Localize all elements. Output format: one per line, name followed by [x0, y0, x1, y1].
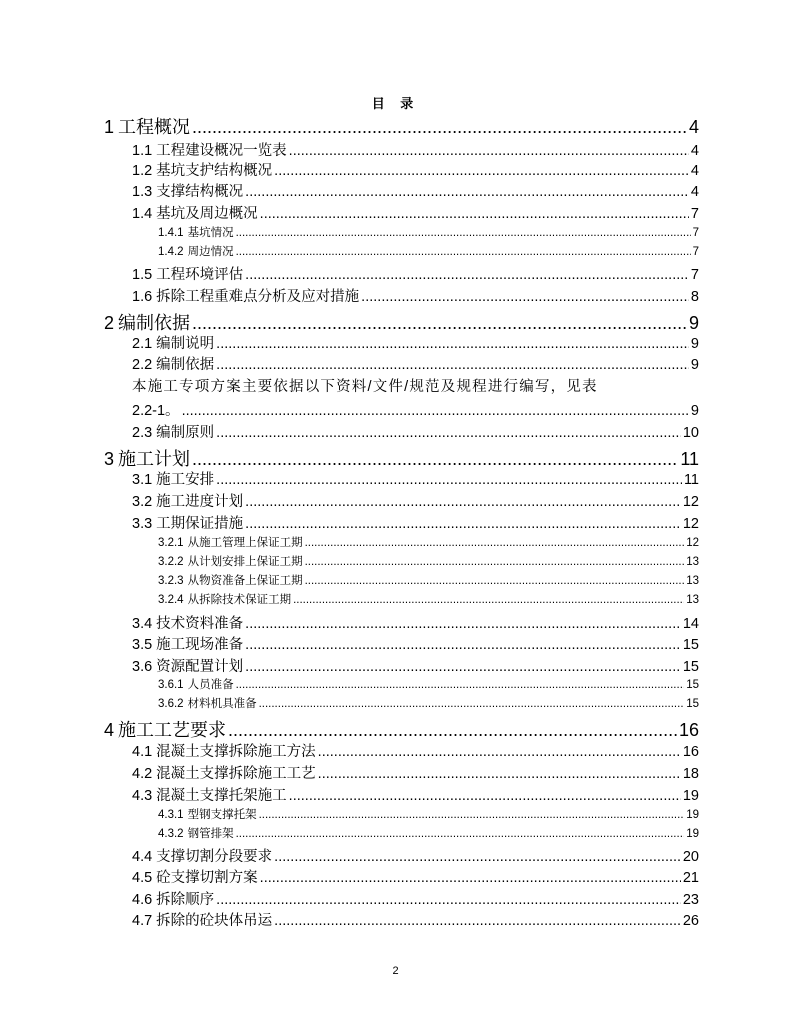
toc-entry[interactable]	[132, 202, 699, 223]
toc-entry-title: 钢管排架	[187, 828, 234, 840]
toc-leader-dots	[259, 698, 685, 710]
toc-leader-dots	[245, 516, 681, 532]
toc-entry-page: 13	[686, 556, 699, 568]
toc-entry-number: 3.2.4	[158, 594, 184, 606]
toc-entry[interactable]	[158, 243, 699, 259]
toc-entry[interactable]	[132, 633, 699, 654]
toc-title: 目 录	[371, 96, 420, 111]
toc-entry-page: 26	[682, 913, 699, 929]
toc-leader-dots	[245, 616, 681, 632]
toc-leader-dots	[305, 575, 685, 587]
toc-entry[interactable]	[132, 845, 699, 866]
toc-entry-number: 3.6	[132, 659, 153, 675]
toc-leader-dots	[318, 766, 681, 782]
toc-entry-title: 施工安排	[156, 472, 215, 488]
toc-entry-title: 工程建设概况一览表	[156, 143, 287, 159]
toc-entry-page: 7	[690, 267, 699, 283]
toc-leader-dots	[318, 744, 681, 760]
toc-entry-number: 1.2	[132, 163, 153, 179]
toc-entry-title: 施工现场准备	[156, 637, 244, 653]
toc-entry-title: 混凝土支撑拆除施工工艺	[156, 766, 316, 782]
toc-entry-number: 3.2.3	[158, 575, 184, 587]
toc-entry-page: 8	[690, 289, 699, 305]
toc-entry-title: 资源配置计划	[156, 659, 244, 675]
toc-entry-page: 12	[682, 516, 699, 532]
toc-leader-dots	[236, 679, 685, 691]
toc-entry-number: 4.3.1	[158, 809, 184, 821]
toc-entry-title: 拆除工程重难点分析及应对措施	[156, 289, 360, 305]
toc-entry-title: 工程概况	[118, 117, 191, 137]
toc-leader-dots	[245, 637, 681, 653]
toc-leader-dots	[289, 788, 681, 804]
toc-entry-title: 砼支撑切割方案	[156, 870, 258, 886]
toc-entry-title: 基坑情况	[187, 227, 234, 239]
toc-entry-number: 4.2	[132, 766, 153, 782]
toc-entry-page: 9	[688, 313, 699, 333]
toc-entry-page: 14	[682, 616, 699, 632]
toc-leader-dots	[260, 206, 689, 222]
toc-entry-title: 周边情况	[187, 246, 234, 258]
toc-entry[interactable]	[132, 353, 699, 374]
toc-entry[interactable]	[132, 740, 699, 761]
toc-entry-page: 7	[692, 227, 699, 239]
toc-entry-number: 4.5	[132, 870, 153, 886]
toc-entry-title: 2.2-1。	[132, 403, 180, 419]
toc-leader-dots	[245, 184, 689, 200]
toc-entry-title: 施工计划	[118, 449, 191, 469]
toc-entry-number: 1	[104, 117, 115, 137]
toc-entry[interactable]	[104, 113, 699, 139]
toc-entry-page: 12	[682, 494, 699, 510]
toc-leader-dots	[245, 267, 689, 283]
toc-entry-page: 11	[683, 472, 699, 488]
toc-entry-page: 11	[680, 449, 699, 469]
toc-leader-dots	[192, 117, 687, 138]
toc-entry[interactable]	[158, 553, 699, 569]
toc-entry[interactable]	[132, 490, 699, 511]
toc-entry-number: 3.6.1	[158, 679, 184, 691]
toc-entry[interactable]	[132, 263, 699, 284]
toc-entry-title: 材料机具准备	[187, 698, 257, 710]
toc-entry[interactable]	[132, 888, 699, 909]
toc-entry-page: 9	[690, 403, 699, 419]
toc-entry-title: 基坑支护结构概况	[156, 163, 273, 179]
toc-entry[interactable]	[132, 285, 699, 306]
toc-leader-dots	[236, 246, 691, 258]
toc-entry-number: 1.6	[132, 289, 153, 305]
toc-entry-title: 施工工艺要求	[118, 720, 227, 740]
toc-entry-page: 19	[686, 828, 699, 840]
toc-entry-title: 型钢支撑托架	[187, 809, 257, 821]
toc-entry-title: 编制原则	[156, 425, 215, 441]
toc-entry-page: 4	[690, 143, 699, 159]
toc-entry[interactable]	[132, 139, 699, 160]
toc-entry[interactable]	[158, 534, 699, 550]
toc-entry-number: 4.4	[132, 849, 153, 865]
toc-entry-page: 20	[682, 849, 699, 865]
toc-entry-title: 技术资料准备	[156, 616, 244, 632]
toc-leader-dots	[216, 336, 689, 352]
toc-entry-title: 混凝土支撑拆除施工方法	[156, 744, 316, 760]
toc-entry[interactable]	[132, 421, 699, 442]
toc-entry-number: 3.3	[132, 516, 153, 532]
toc-leader-dots	[274, 913, 681, 929]
toc-entry-page: 15	[682, 637, 699, 653]
toc-leader-dots	[361, 289, 689, 305]
toc-entry[interactable]	[158, 825, 699, 841]
toc-entry[interactable]	[158, 591, 699, 607]
toc-entry-title: 工程环境评估	[156, 267, 244, 283]
toc-entry-number: 3.5	[132, 637, 153, 653]
toc-entry-title: 基坑及周边概况	[156, 206, 258, 222]
toc-entry-number: 2	[104, 313, 115, 333]
toc-entry-page: 15	[686, 698, 699, 710]
toc-entry-page: 10	[682, 425, 699, 441]
toc-leader-dots	[228, 720, 677, 741]
toc-entry-page: 15	[682, 659, 699, 675]
toc-entry-page: 16	[678, 720, 699, 740]
toc-leader-dots	[289, 143, 689, 159]
toc-leader-dots	[305, 556, 685, 568]
toc-entry-number: 3.6.2	[158, 698, 184, 710]
toc-entry-number: 1.4	[132, 206, 153, 222]
toc-entry-title: 从计划安排上保证工期	[187, 556, 303, 568]
toc-entry-page: 4	[690, 184, 699, 200]
toc-leader-dots	[216, 892, 681, 908]
toc-leader-dots	[182, 403, 689, 419]
toc-entry[interactable]	[132, 655, 699, 676]
toc-leader-dots	[274, 849, 681, 865]
toc-entry-number: 1.1	[132, 143, 153, 159]
toc-leader-dots	[245, 659, 681, 675]
toc-leader-dots	[216, 425, 681, 441]
toc-entry-title: 人员准备	[187, 679, 234, 691]
toc-entry-page: 21	[682, 870, 699, 886]
toc-leader-dots	[293, 594, 684, 606]
toc-entry-title: 拆除的砼块体吊运	[156, 913, 273, 929]
toc-entry-title: 编制说明	[156, 336, 215, 352]
toc-leader-dots	[236, 227, 691, 239]
toc-entry-page: 16	[682, 744, 699, 760]
toc-entry-number: 4.3.2	[158, 828, 184, 840]
toc-entry-page: 23	[682, 892, 699, 908]
toc-entry-title: 混凝土支撑托架施工	[156, 788, 287, 804]
toc-entry-number: 1.4.2	[158, 246, 184, 258]
toc-entry-title: 工期保证措施	[156, 516, 244, 532]
toc-entry[interactable]	[158, 572, 699, 588]
toc-leader-dots	[216, 357, 689, 373]
toc-entry[interactable]	[158, 695, 699, 711]
toc-leader-dots	[236, 828, 685, 840]
toc-leader-dots	[274, 163, 689, 179]
toc-entry-text[interactable]: 本施工专项方案主要依据以下资料/文件/规范及规程进行编写，见表	[132, 379, 598, 395]
toc-entry-number: 4.7	[132, 913, 153, 929]
toc-entry-title: 编制依据	[156, 357, 215, 373]
toc-entry[interactable]	[132, 159, 699, 180]
toc-entry-page: 19	[682, 788, 699, 804]
toc-entry-title: 编制依据	[118, 313, 191, 333]
toc-entry[interactable]	[132, 762, 699, 783]
toc-entry-number: 3.2.1	[158, 537, 184, 549]
toc-entry-number: 3.1	[132, 472, 153, 488]
toc-entry-page: 4	[690, 163, 699, 179]
toc-entry-number: 1.3	[132, 184, 153, 200]
toc-leader-dots	[305, 537, 685, 549]
toc-entry-page: 15	[686, 679, 699, 691]
toc-entry-page: 12	[686, 537, 699, 549]
toc-entry-number: 3.2.2	[158, 556, 184, 568]
toc-entry[interactable]	[158, 224, 699, 240]
toc-entry[interactable]	[132, 399, 699, 420]
toc-entry-number: 2.3	[132, 425, 153, 441]
toc-entry[interactable]	[132, 866, 699, 887]
toc-entry[interactable]	[158, 676, 699, 692]
toc-entry-page: 13	[686, 575, 699, 587]
toc-entry-title: 支撑结构概况	[156, 184, 244, 200]
toc-entry-title: 从施工管理上保证工期	[187, 537, 303, 549]
toc-entry-title: 支撑切割分段要求	[156, 849, 273, 865]
toc-leader-dots	[245, 494, 681, 510]
toc-entry-number: 3.2	[132, 494, 153, 510]
toc-entry[interactable]	[132, 332, 699, 353]
toc-entry-page: 18	[682, 766, 699, 782]
toc-entry[interactable]	[132, 909, 699, 930]
toc-entry-number: 1.5	[132, 267, 153, 283]
toc-entry-number: 4.6	[132, 892, 153, 908]
toc-entry-page: 13	[686, 594, 699, 606]
toc-entry[interactable]	[104, 716, 699, 742]
toc-entry[interactable]	[132, 784, 699, 805]
toc-entry-number: 3.4	[132, 616, 153, 632]
toc-entry-title: 从物资准备上保证工期	[187, 575, 303, 587]
toc-entry-number: 1.4.1	[158, 227, 184, 239]
toc-entry-number: 3	[104, 449, 115, 469]
toc-entry-number: 4.3	[132, 788, 153, 804]
toc-entry[interactable]	[158, 806, 699, 822]
toc-leader-dots	[260, 870, 681, 886]
toc-entry-number: 4.1	[132, 744, 153, 760]
toc-entry[interactable]	[132, 612, 699, 633]
toc-entry[interactable]	[132, 512, 699, 533]
toc-entry[interactable]	[132, 468, 699, 489]
toc-entry-number: 4	[104, 720, 115, 740]
toc-leader-dots	[192, 313, 687, 334]
page-number: 2	[392, 965, 399, 977]
toc-entry-page: 4	[688, 117, 699, 137]
toc-entry-page: 19	[686, 809, 699, 821]
toc-leader-dots	[192, 449, 678, 470]
toc-entry-number: 2.1	[132, 336, 153, 352]
toc-leader-dots	[216, 472, 682, 488]
toc-entry[interactable]	[132, 180, 699, 201]
toc-entry-page: 7	[692, 246, 699, 258]
toc-entry-title: 从拆除技术保证工期	[187, 594, 292, 606]
toc-leader-dots	[259, 809, 685, 821]
toc-entry-title: 拆除顺序	[156, 892, 215, 908]
toc-entry-page: 7	[690, 206, 699, 222]
toc-entry-page: 9	[690, 336, 699, 352]
toc-entry-page: 9	[690, 357, 699, 373]
toc-entry-number: 2.2	[132, 357, 153, 373]
toc-entry-title: 施工进度计划	[156, 494, 244, 510]
